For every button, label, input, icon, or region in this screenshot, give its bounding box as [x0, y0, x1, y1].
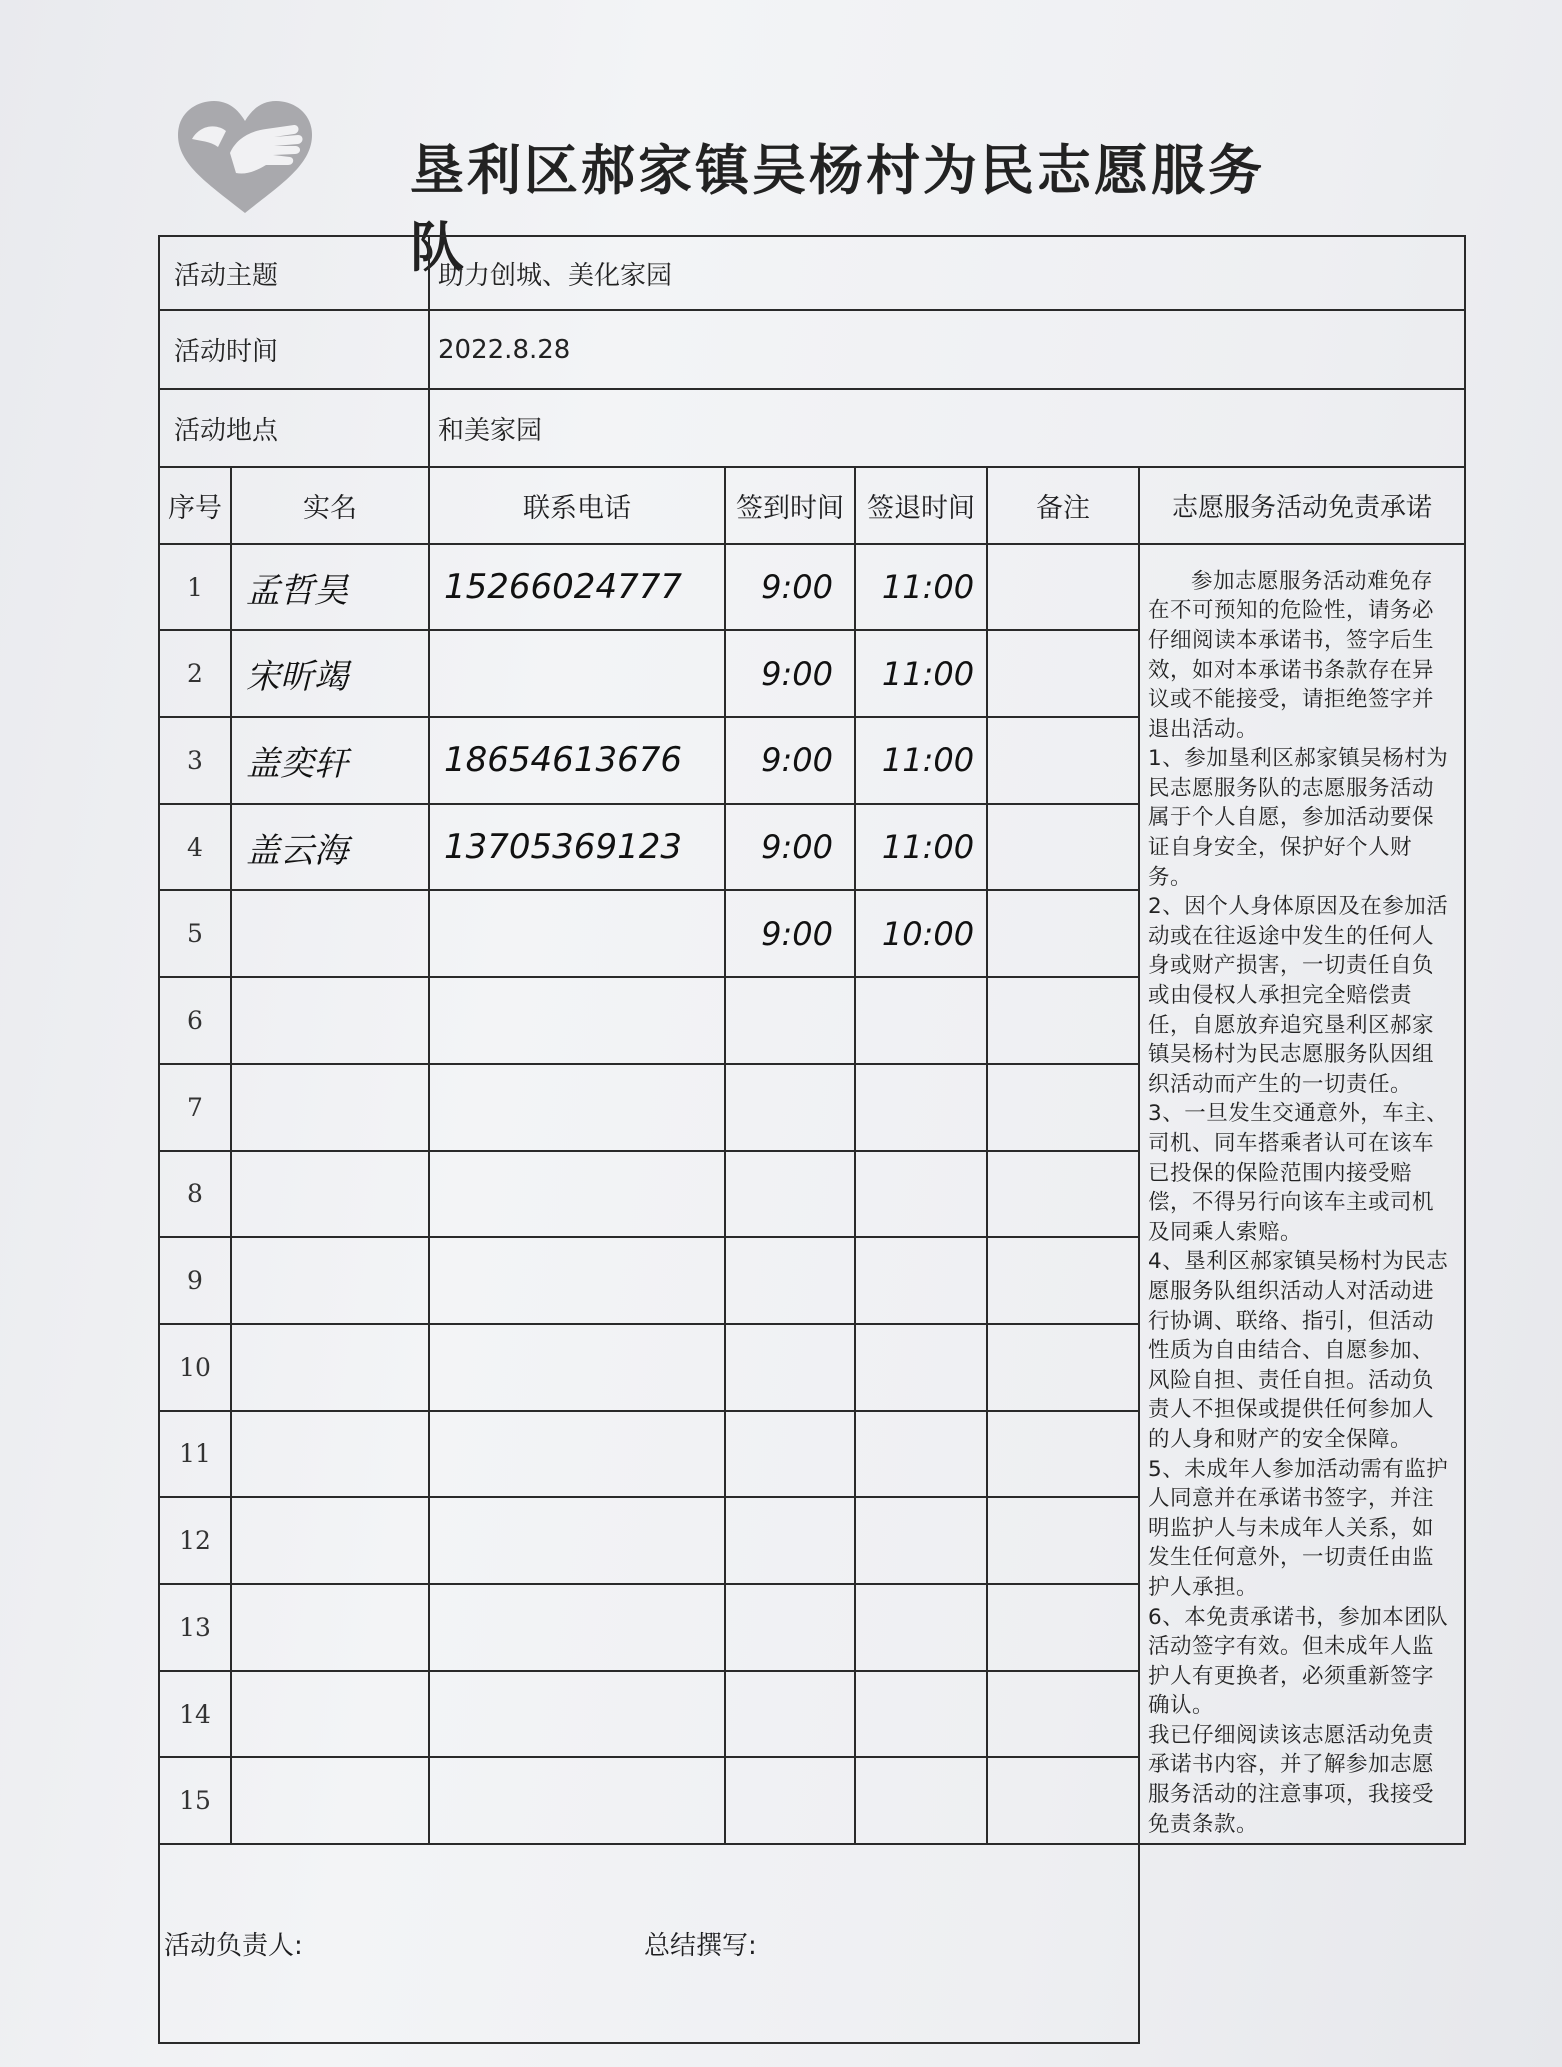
footer-row: [159, 1844, 1465, 2043]
note-cell: [987, 1064, 1139, 1151]
attendee-phone: 13705369123: [429, 804, 725, 891]
attendee-name: [231, 890, 429, 977]
summary-label: 总结撰写:: [644, 1931, 757, 1962]
row-number: 15: [159, 1757, 231, 1844]
row-number: 6: [159, 977, 231, 1064]
info-row-time: [159, 310, 1465, 388]
attendee-name: [231, 1237, 429, 1324]
note-cell: [987, 977, 1139, 1064]
attendee-name: 宋昕竭: [231, 630, 429, 717]
attendee-phone: [429, 1151, 725, 1238]
attendee-phone: [429, 630, 725, 717]
disclaimer-item1: 1、参加垦利区郝家镇吴杨村为民志愿服务队的志愿服务活动属于个人自愿，参加活动要保证自身安全，保护好个人财务。: [1148, 746, 1449, 890]
note-cell: [987, 1671, 1139, 1758]
checkin-time: [725, 1237, 855, 1324]
row-number: 8: [159, 1151, 231, 1238]
table-row: [159, 544, 1465, 631]
footer-signature-area: [159, 1844, 1139, 2043]
header-no: 序号: [159, 467, 231, 543]
attendee-phone: 18654613676: [429, 717, 725, 804]
info-row-place: [159, 389, 1465, 467]
attendee-phone: [429, 1064, 725, 1151]
disclaimer-intro: 参加志愿服务活动难免存在不可预知的危险性，请务必仔细阅读本承诺书，签字后生效，如对本承诺书条款存在异议或不能接受，请拒绝签字并退出活动。: [1148, 568, 1435, 742]
note-cell: [987, 1151, 1139, 1238]
attendee-rows: [159, 544, 1465, 1845]
info-row-theme: [159, 236, 1465, 310]
header-name: 实名: [231, 467, 429, 543]
checkin-time: 9:00: [725, 544, 855, 631]
disclaimer-item3: 3、一旦发生交通意外，车主、司机、同车搭乘者认可在该车已投保的保险范围内接受赔偿，不得另行向该车主或司机及同乘人索赔。: [1148, 1101, 1449, 1245]
row-number: 5: [159, 890, 231, 977]
checkin-time: [725, 1411, 855, 1498]
header-phone: 联系电话: [429, 467, 725, 543]
note-cell: [987, 804, 1139, 891]
row-number: 11: [159, 1411, 231, 1498]
checkout-time: [855, 1411, 987, 1498]
place-value: 和美家园: [429, 389, 1465, 467]
attendee-phone: [429, 1497, 725, 1584]
checkout-time: 11:00: [855, 804, 987, 891]
attendee-phone: [429, 1324, 725, 1411]
place-label: 活动地点: [159, 389, 429, 467]
note-cell: [987, 544, 1139, 631]
attendee-name: [231, 1757, 429, 1844]
attendee-name: [231, 977, 429, 1064]
attendee-name: [231, 1151, 429, 1238]
checkin-time: [725, 1064, 855, 1151]
attendee-name: 盖奕轩: [231, 717, 429, 804]
header-disclaimer: 志愿服务活动免责承诺: [1139, 467, 1465, 543]
note-cell: [987, 1497, 1139, 1584]
note-cell: [987, 1411, 1139, 1498]
note-cell: [987, 890, 1139, 977]
volunteer-sign-in-table: [158, 235, 1466, 2044]
attendee-name: [231, 1064, 429, 1151]
checkin-time: [725, 1584, 855, 1671]
attendee-name: [231, 1497, 429, 1584]
checkout-time: [855, 1584, 987, 1671]
row-number: 7: [159, 1064, 231, 1151]
row-number: 1: [159, 544, 231, 631]
checkin-time: [725, 1324, 855, 1411]
row-number: 9: [159, 1237, 231, 1324]
checkin-time: [725, 977, 855, 1064]
checkout-time: 11:00: [855, 717, 987, 804]
disclaimer-item6: 6、本免责承诺书，参加本团队活动签字有效。但未成年人监护人有更换者，必须重新签字确认。: [1148, 1604, 1449, 1719]
note-cell: [987, 717, 1139, 804]
page-title: 垦利区郝家镇吴杨村为民志愿服务队: [410, 138, 1265, 279]
row-number: 3: [159, 717, 231, 804]
checkout-time: 11:00: [855, 630, 987, 717]
header-note: 备注: [987, 467, 1139, 543]
note-cell: [987, 1584, 1139, 1671]
checkout-time: [855, 1497, 987, 1584]
checkin-time: 9:00: [725, 717, 855, 804]
row-number: 13: [159, 1584, 231, 1671]
attendee-phone: [429, 890, 725, 977]
time-label: 活动时间: [159, 310, 429, 388]
checkin-time: 9:00: [725, 890, 855, 977]
checkout-time: [855, 1237, 987, 1324]
checkout-time: [855, 1757, 987, 1844]
row-number: 4: [159, 804, 231, 891]
leader-label: 活动负责人:: [164, 1931, 303, 1962]
checkin-time: [725, 1671, 855, 1758]
attendee-name: [231, 1584, 429, 1671]
attendee-phone: [429, 977, 725, 1064]
header-row: [159, 467, 1465, 543]
header-checkout: 签退时间: [855, 467, 987, 543]
theme-label: 活动主题: [159, 236, 429, 310]
attendee-name: [231, 1671, 429, 1758]
attendee-phone: [429, 1584, 725, 1671]
checkout-time: [855, 1671, 987, 1758]
disclaimer-item2: 2、因个人身体原因及在参加活动或在往返途中发生的任何人身或财产损害，一切责任自负或由侵权人承担完全赔偿责任，自愿放弃追究垦利区郝家镇吴杨村为民志愿服务队因组织活动而产生的一切责任。: [1148, 894, 1449, 1097]
checkin-time: [725, 1757, 855, 1844]
attendee-name: 孟哲昊: [231, 544, 429, 631]
checkout-time: [855, 1064, 987, 1151]
row-number: 10: [159, 1324, 231, 1411]
disclaimer-closing: 我已仔细阅读该志愿活动免责承诺书内容，并了解参加志愿服务活动的注意事项，我接受免责条款。: [1148, 1722, 1435, 1837]
disclaimer-text: [1139, 544, 1465, 1845]
attendee-name: 盖云海: [231, 804, 429, 891]
attendee-phone: 15266024777: [429, 544, 725, 631]
checkin-time: [725, 1151, 855, 1238]
attendee-phone: [429, 1237, 725, 1324]
attendee-name: [231, 1324, 429, 1411]
checkout-time: [855, 977, 987, 1064]
checkin-time: [725, 1497, 855, 1584]
disclaimer-item4: 4、垦利区郝家镇吴杨村为民志愿服务队组织活动人对活动进行协调、联络、指引，但活动性质为自由结合、自愿参加、风险自担、责任自担。活动负责人不担保或提供任何参加人的人身和财产的安全保障。: [1148, 1249, 1449, 1452]
checkout-time: [855, 1324, 987, 1411]
note-cell: [987, 1757, 1139, 1844]
row-number: 14: [159, 1671, 231, 1758]
note-cell: [987, 630, 1139, 717]
attendee-name: [231, 1411, 429, 1498]
attendee-phone: [429, 1757, 725, 1844]
time-value: 2022.8.28: [429, 310, 1465, 388]
row-number: 12: [159, 1497, 231, 1584]
checkin-time: 9:00: [725, 804, 855, 891]
attendee-phone: [429, 1411, 725, 1498]
note-cell: [987, 1324, 1139, 1411]
row-number: 2: [159, 630, 231, 717]
checkout-time: 10:00: [855, 890, 987, 977]
theme-value: 助力创城、美化家园: [429, 236, 1465, 310]
header-checkin: 签到时间: [725, 467, 855, 543]
disclaimer-item5: 5、未成年人参加活动需有监护人同意并在承诺书签字，并注明监护人与未成年人关系，如发生任何意外，一切责任由监护人承担。: [1148, 1456, 1449, 1600]
attendee-phone: [429, 1671, 725, 1758]
volunteer-heart-hand-logo-icon: [170, 95, 320, 225]
checkout-time: 11:00: [855, 544, 987, 631]
checkin-time: 9:00: [725, 630, 855, 717]
checkout-time: [855, 1151, 987, 1238]
note-cell: [987, 1237, 1139, 1324]
